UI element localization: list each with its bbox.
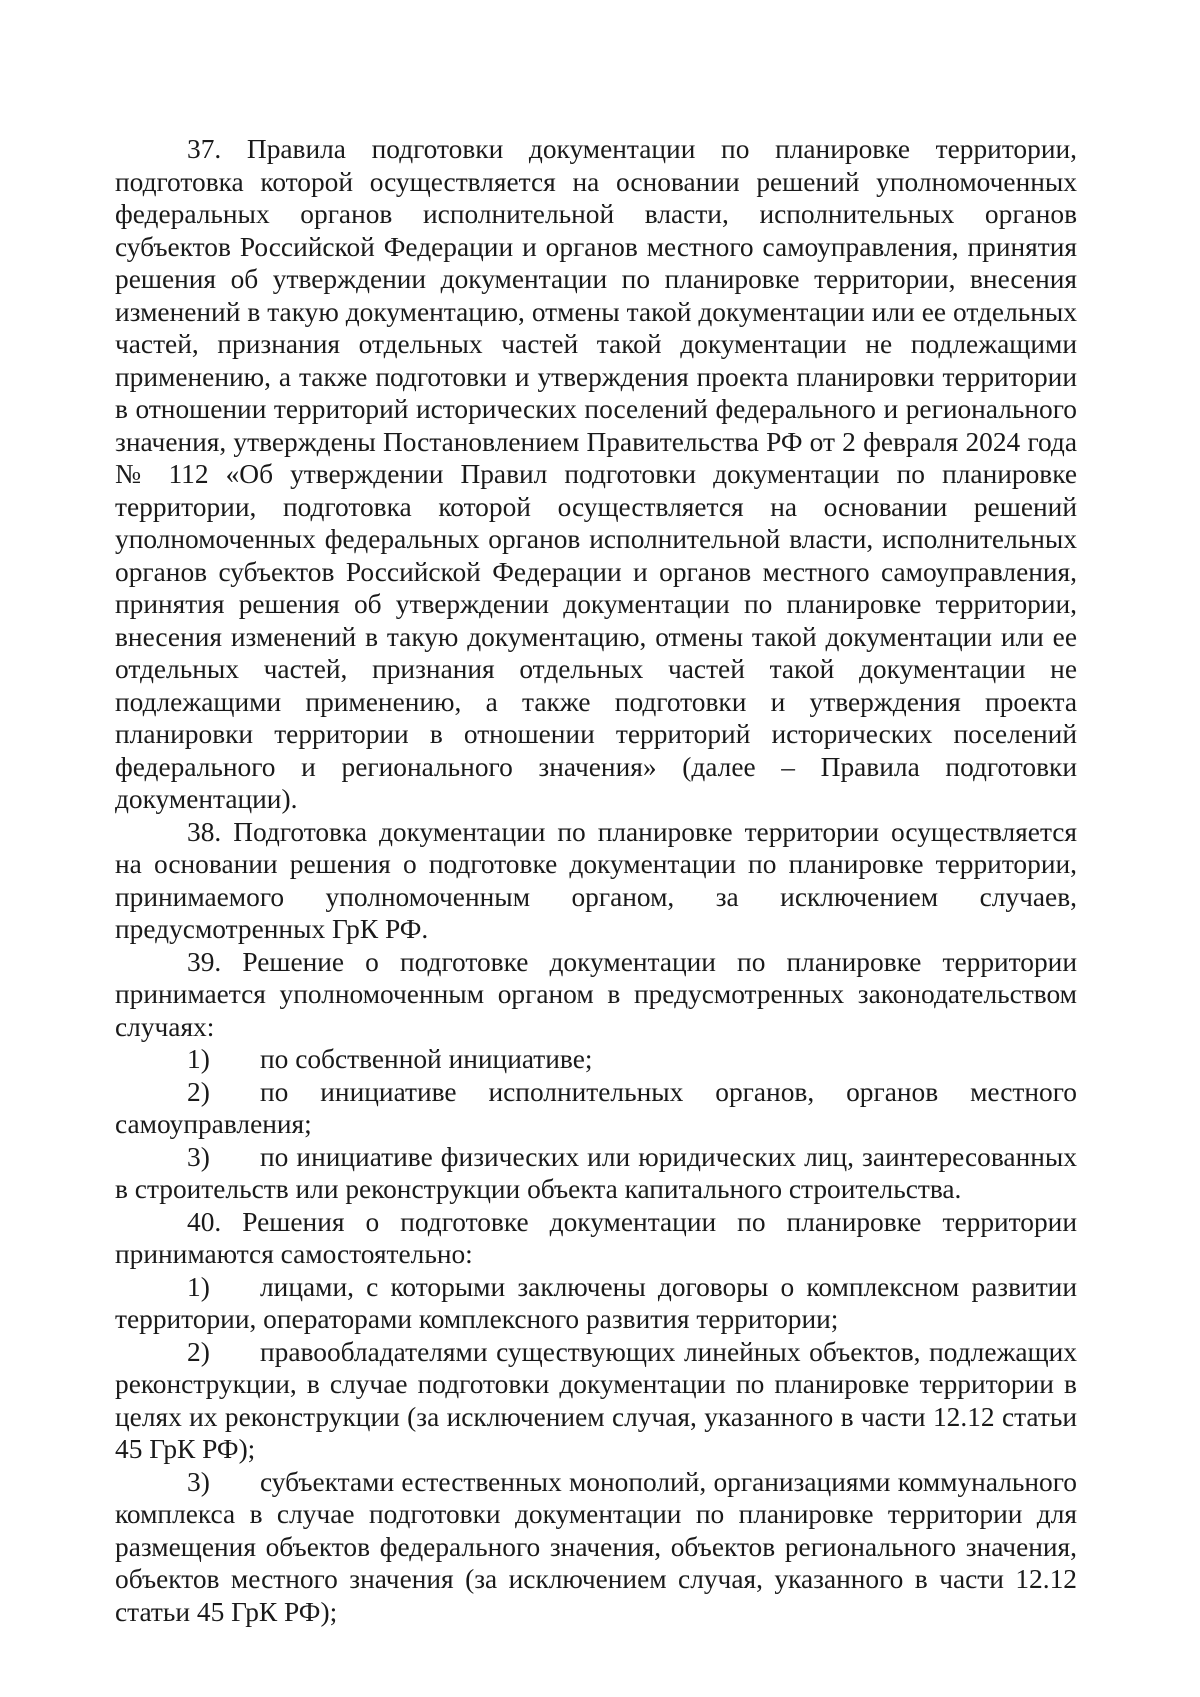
- list-item-text: субъектами естественных монополий, организациями коммунального комплекса в случае подготовки документации по планировке территории для размещения объектов федерального значения, объектов регионального значения, объектов местного значения (за исключением случая, указанного в части 12.12 статьи 45 ГрК РФ);: [115, 1466, 1077, 1627]
- list-item-text: по инициативе физических или юридических лиц, заинтересованных в строительств или реконструкции объекта капитального строительства.: [115, 1141, 1077, 1204]
- document-page: [115, 133, 1077, 1628]
- list-item-text: по инициативе исполнительных органов, органов местного самоуправления;: [115, 1076, 1077, 1139]
- list-item-number: 2): [187, 1076, 210, 1107]
- list-item-number: 2): [187, 1336, 210, 1367]
- list-item-text: правообладателями существующих линейных объектов, подлежащих реконструкции, в случае подготовки документации по планировке территории в целях их реконструкции (за исключением случая, указанного в части 12.12 статьи 45 ГрК РФ);: [115, 1336, 1077, 1464]
- list-item-number: 3): [187, 1141, 210, 1172]
- list-item: [115, 1271, 1077, 1336]
- list-item: [115, 1466, 1077, 1629]
- list-item: [115, 1141, 1077, 1206]
- list-item: [115, 1076, 1077, 1141]
- list-item-number: 1): [187, 1271, 210, 1302]
- paragraph-40: 40. Решения о подготовке документации по планировке территории принимаются самостоятельно:: [115, 1206, 1077, 1269]
- paragraph-37: 37. Правила подготовки документации по планировке территории, подготовка которой осуществляется на основании решений уполномоченных федеральных органов исполнительной власти, исполнительных органов субъектов Российской Федерации и органов местного самоуправления, принятия решения об утверждении документации по планировке территории, внесения изменений в такую документацию, отмены такой документации или ее отдельных частей, признания отдельных частей такой документации не подлежащими применению, а также подготовки и утверждения проекта планировки территории в отношении территорий исторических поселений федерального и регионального значения, утверждены Постановлением Правительства РФ от 2 февраля 2024 года № 112 «Об утверждении Правил подготовки документации по планировке территории, подготовка которой осуществляется на основании решений уполномоченных федеральных органов исполнительной власти, исполнительных органов субъектов Российской Федерации и органов местного самоуправления, принятия решения об утверждении документации по планировке территории, внесения изменений в такую документацию, отмены такой документации или ее отдельных частей, признания отдельных частей такой документации не подлежащими применению, а также подготовки и утверждения проекта планировки территории в отношении территорий исторических поселений федерального и регионального значения» (далее – Правила подготовки документации).: [115, 134, 1077, 814]
- list-item-number: 1): [187, 1044, 210, 1074]
- list-item-text: по собственной инициативе;: [260, 1044, 593, 1074]
- paragraph-39: 39. Решение о подготовке документации по планировке территории принимается уполномоченным органом в предусмотренных законодательством случаях:: [115, 946, 1077, 1042]
- list-item-text: лицами, с которыми заключены договоры о комплексном развитии территории, операторами комплексного развития территории;: [115, 1271, 1077, 1334]
- list-item-number: 3): [187, 1466, 210, 1497]
- list-item: [115, 1336, 1077, 1466]
- list-item: [115, 1043, 1077, 1076]
- paragraph-38: 38. Подготовка документации по планировке территории осуществляется на основании решения о подготовке документации по планировке территории, принимаемого уполномоченным органом, за исключением случаев, предусмотренных ГрК РФ.: [115, 816, 1077, 944]
